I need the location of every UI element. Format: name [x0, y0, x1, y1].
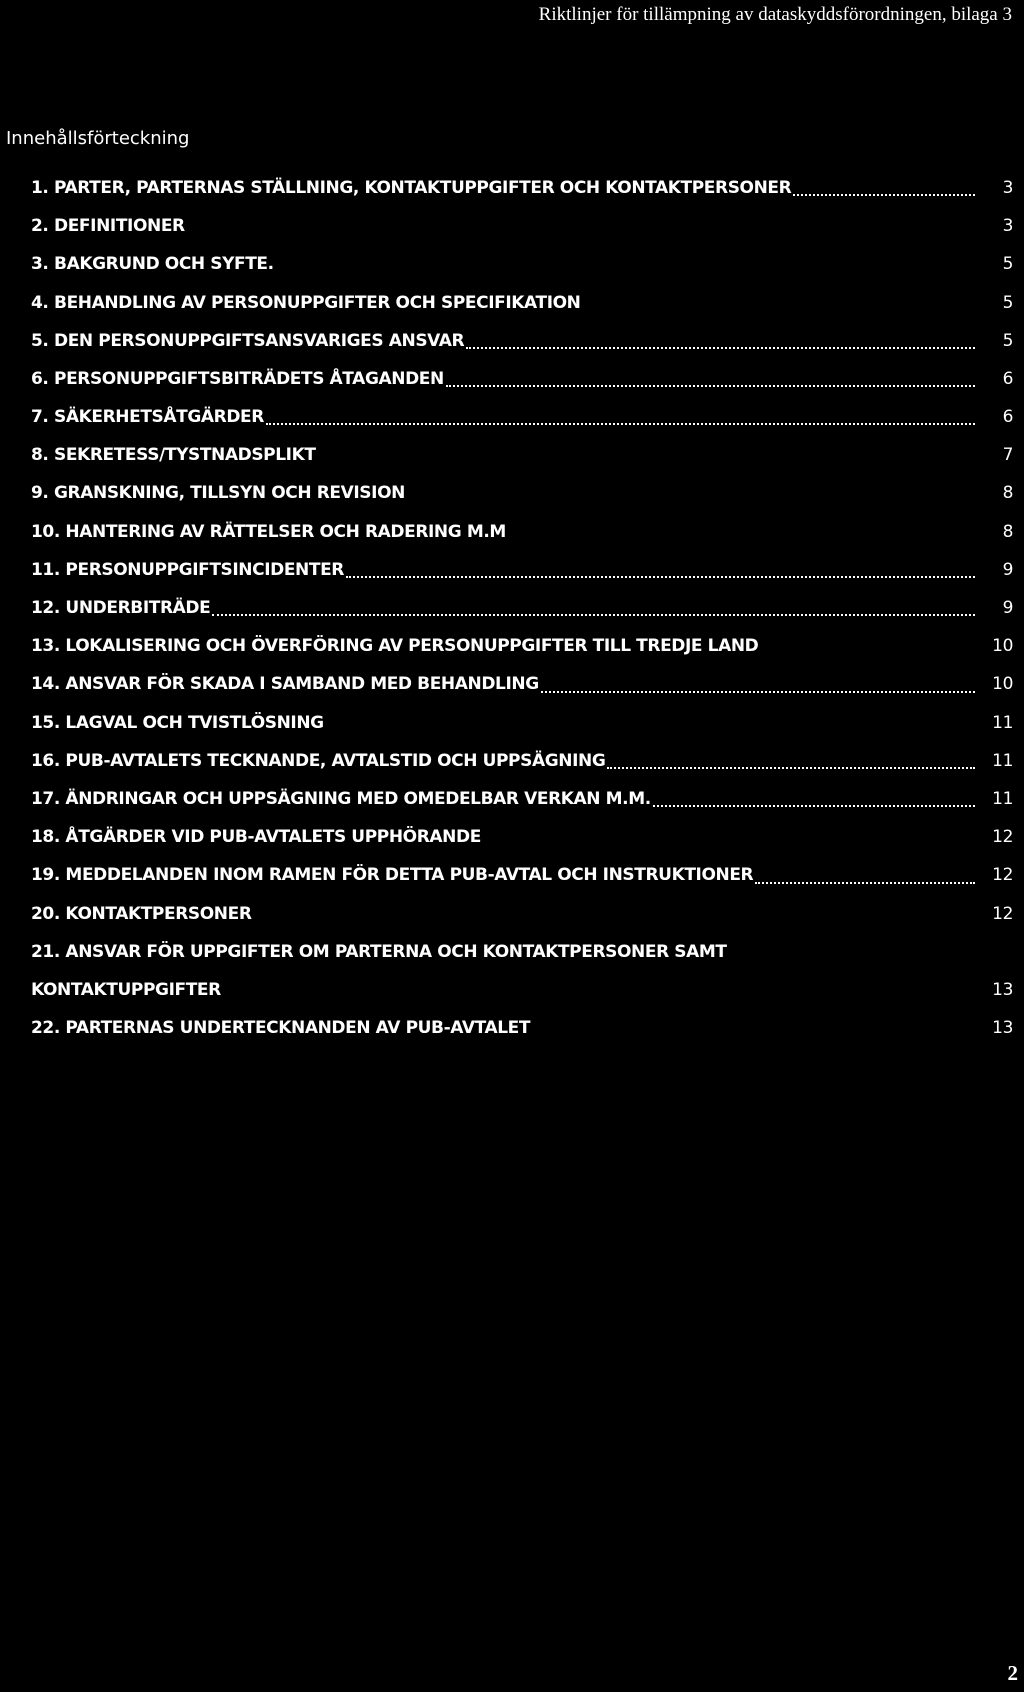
toc-entry-title: 16. PUB-AVTALETS TECKNANDE, AVTALSTID OCH UPPSÄGNING — [31, 750, 606, 771]
toc-entry[interactable] — [31, 207, 1013, 245]
toc-entry[interactable] — [31, 704, 1013, 742]
toc-entry-page: 11 — [992, 788, 1013, 809]
toc-entry[interactable] — [31, 284, 1013, 322]
toc-entry[interactable] — [31, 475, 1013, 513]
toc-entry[interactable] — [31, 818, 1013, 856]
toc-entry-page: 13 — [992, 979, 1013, 1000]
toc-entry-page: 7 — [1002, 445, 1013, 466]
toc-entry-title: 10. HANTERING AV RÄTTELSER OCH RADERING M.M — [31, 521, 506, 542]
toc-dot-leader — [541, 691, 975, 693]
toc-entry-title: 2. DEFINITIONER — [31, 216, 185, 237]
toc-entry-page: 11 — [992, 750, 1013, 771]
toc-entry-page: 12 — [992, 865, 1013, 886]
toc-entry-page: 5 — [1002, 292, 1013, 313]
toc-list — [31, 169, 1013, 1047]
toc-entry-title: 14. ANSVAR FÖR SKADA I SAMBAND MED BEHANDLING — [31, 674, 539, 695]
toc-entry-title: 15. LAGVAL OCH TVISTLÖSNING — [31, 712, 324, 733]
toc-entry[interactable] — [31, 360, 1013, 398]
toc-entry[interactable] — [31, 398, 1013, 436]
toc-entry[interactable] — [31, 551, 1013, 589]
toc-entry-page: 5 — [1002, 254, 1013, 275]
toc-entry-title: 21. ANSVAR FÖR UPPGIFTER OM PARTERNA OCH KONTAKTPERSONER SAMT KONTAKTUPPGIFTER — [31, 941, 727, 1000]
toc-entry[interactable] — [31, 780, 1013, 818]
toc-entry[interactable] — [31, 245, 1013, 283]
toc-entry-title: 5. DEN PERSONUPPGIFTSANSVARIGES ANSVAR — [31, 330, 465, 351]
toc-entry[interactable] — [31, 742, 1013, 780]
toc-entry-page: 6 — [1002, 368, 1013, 389]
toc-dot-leader — [755, 882, 975, 884]
toc-entry-title: 4. BEHANDLING AV PERSONUPPGIFTER OCH SPECIFIKATION — [31, 292, 581, 313]
toc-dot-leader — [653, 805, 975, 807]
toc-entry-page: 9 — [1002, 559, 1013, 580]
toc-entry-page: 13 — [992, 1018, 1013, 1039]
toc-entry-title: 11. PERSONUPPGIFTSINCIDENTER — [31, 559, 344, 580]
toc-entry-title: 18. ÅTGÄRDER VID PUB-AVTALETS UPPHÖRANDE — [31, 827, 481, 848]
toc-entry-title: 22. PARTERNAS UNDERTECKNANDEN AV PUB-AVTALET — [31, 1018, 531, 1039]
toc-dot-leader — [212, 614, 975, 616]
toc-entry-page: 12 — [992, 903, 1013, 924]
toc-entry[interactable] — [31, 933, 1013, 1009]
toc-entry-page: 5 — [1002, 330, 1013, 351]
toc-entry-title: 7. SÄKERHETSÅTGÄRDER — [31, 407, 264, 428]
toc-entry-page: 10 — [992, 674, 1013, 695]
toc-dot-leader — [793, 194, 975, 196]
toc-entry[interactable] — [31, 895, 1013, 933]
toc-entry-page: 3 — [1002, 216, 1013, 237]
toc-entry-title: 3. BAKGRUND OCH SYFTE. — [31, 254, 274, 275]
toc-entry-title: 6. PERSONUPPGIFTSBITRÄDETS ÅTAGANDEN — [31, 368, 444, 389]
toc-dot-leader — [266, 423, 975, 425]
page-number: 2 — [1007, 1661, 1018, 1685]
toc-dot-leader — [446, 385, 975, 387]
toc-entry[interactable] — [31, 1009, 1013, 1047]
toc-entry-title: 20. KONTAKTPERSONER — [31, 903, 252, 924]
toc-entry-page: 6 — [1002, 407, 1013, 428]
toc-entry[interactable] — [31, 436, 1013, 474]
toc-entry-page: 10 — [992, 636, 1013, 657]
toc-entry[interactable] — [31, 856, 1013, 894]
toc-entry-title: 9. GRANSKNING, TILLSYN OCH REVISION — [31, 483, 405, 504]
toc-entry-title: 17. ÄNDRINGAR OCH UPPSÄGNING MED OMEDELBAR VERKAN M.M. — [31, 788, 651, 809]
toc-dot-leader — [346, 576, 975, 578]
toc-dot-leader — [607, 767, 975, 769]
toc-entry[interactable] — [31, 513, 1013, 551]
running-header: Riktlinjer för tillämpning av dataskyddsförordningen, bilaga 3 — [538, 4, 1012, 25]
toc-entry-page: 3 — [1002, 177, 1013, 198]
toc-entry[interactable] — [31, 322, 1013, 360]
toc-entry-title: 13. LOKALISERING OCH ÖVERFÖRING AV PERSONUPPGIFTER TILL TREDJE LAND — [31, 636, 759, 657]
toc-entry-page: 8 — [1002, 483, 1013, 504]
toc-entry[interactable] — [31, 665, 1013, 703]
toc-entry-title: 8. SEKRETESS/TYSTNADSPLIKT — [31, 445, 316, 466]
toc-entry-title: 19. MEDDELANDEN INOM RAMEN FÖR DETTA PUB-AVTAL OCH INSTRUKTIONER — [31, 865, 754, 886]
toc-entry[interactable] — [31, 169, 1013, 207]
toc-entry-page: 9 — [1002, 598, 1013, 619]
toc-entry[interactable] — [31, 589, 1013, 627]
toc-entry-page: 11 — [992, 712, 1013, 733]
toc-entry-title: 1. PARTER, PARTERNAS STÄLLNING, KONTAKTUPPGIFTER OCH KONTAKTPERSONER — [31, 177, 792, 198]
toc-entry-title: 12. UNDERBITRÄDE — [31, 598, 211, 619]
toc-entry-page: 8 — [1002, 521, 1013, 542]
toc-heading: Innehållsförteckning — [6, 128, 190, 149]
toc-entry-page: 12 — [992, 827, 1013, 848]
toc-entry[interactable] — [31, 627, 1013, 665]
toc-dot-leader — [466, 347, 975, 349]
